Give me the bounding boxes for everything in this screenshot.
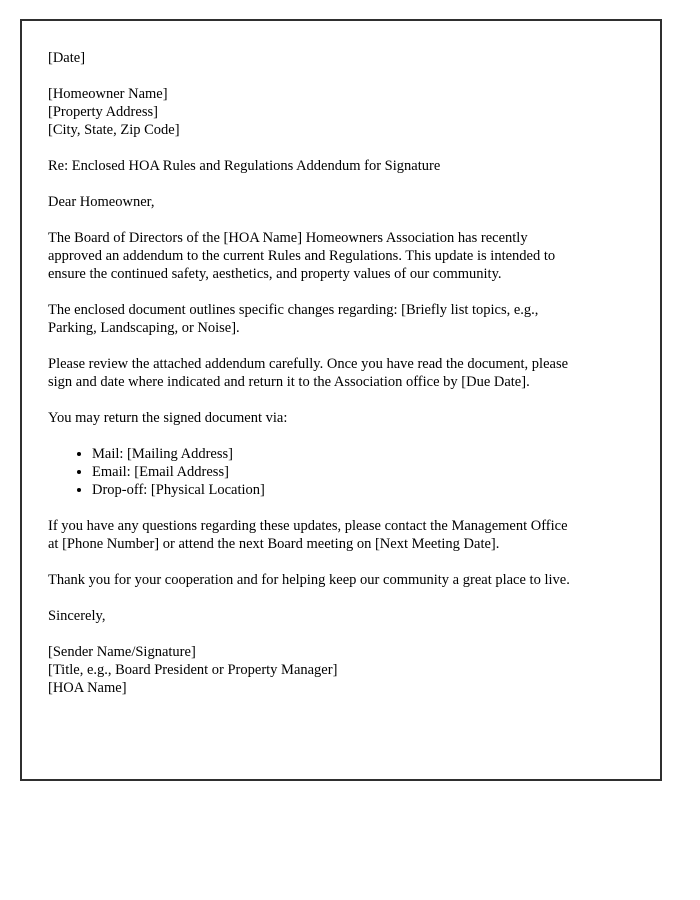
closing: Sincerely,	[48, 608, 106, 624]
paragraph-changes	[48, 301, 636, 337]
paragraph-line: If you have any questions regarding these updates, please contact the Management Office	[48, 518, 568, 534]
list-item-email: • Email: [Email Address]	[92, 463, 636, 481]
paragraph-line: at [Phone Number] or attend the next Board meeting on [Next Meeting Date].	[48, 536, 500, 552]
signature-block	[48, 643, 636, 697]
signature-name: [Sender Name/Signature]	[48, 644, 196, 660]
paragraph-line: Please review the attached addendum carefully. Once you have read the document, please	[48, 356, 569, 372]
subject-line: Re: Enclosed HOA Rules and Regulations Addendum for Signature	[48, 158, 441, 174]
paragraph-line: Thank you for your cooperation and for helping keep our community a great place to live.	[48, 572, 570, 588]
paragraph-line: Parking, Landscaping, or Noise].	[48, 320, 240, 336]
paragraph-line: sign and date where indicated and return it to the Association office by [Due Date].	[48, 374, 530, 390]
date-line: [Date]	[48, 50, 86, 66]
recipient-block	[48, 85, 636, 139]
list-item-mail: • Mail: [Mailing Address]	[92, 445, 636, 463]
list-item-dropoff: • Drop-off: [Physical Location]	[92, 481, 636, 499]
salutation: Dear Homeowner,	[48, 194, 155, 210]
paragraph-intro	[48, 229, 636, 283]
signature-hoa-name: [HOA Name]	[48, 680, 127, 696]
recipient-name: [Homeowner Name]	[48, 86, 168, 102]
signature-title: [Title, e.g., Board President or Property Manager]	[48, 662, 338, 678]
return-methods-list	[48, 445, 636, 499]
paragraph-line: The enclosed document outlines specific changes regarding: [Briefly list topics, e.g.,	[48, 302, 539, 318]
paragraph-thanks	[48, 571, 636, 589]
letter-page	[20, 19, 662, 781]
paragraph-line: The Board of Directors of the [HOA Name] Homeowners Association has recently	[48, 230, 528, 246]
paragraph-return-intro	[48, 409, 636, 427]
paragraph-line: approved an addendum to the current Rules and Regulations. This update is intended to	[48, 248, 556, 264]
paragraph-line: ensure the continued safety, aesthetics, and property values of our community.	[48, 266, 502, 282]
paragraph-review	[48, 355, 636, 391]
paragraph-line: You may return the signed document via:	[48, 410, 288, 426]
recipient-city-state-zip: [City, State, Zip Code]	[48, 122, 180, 138]
paragraph-questions	[48, 517, 636, 553]
recipient-address: [Property Address]	[48, 104, 158, 120]
